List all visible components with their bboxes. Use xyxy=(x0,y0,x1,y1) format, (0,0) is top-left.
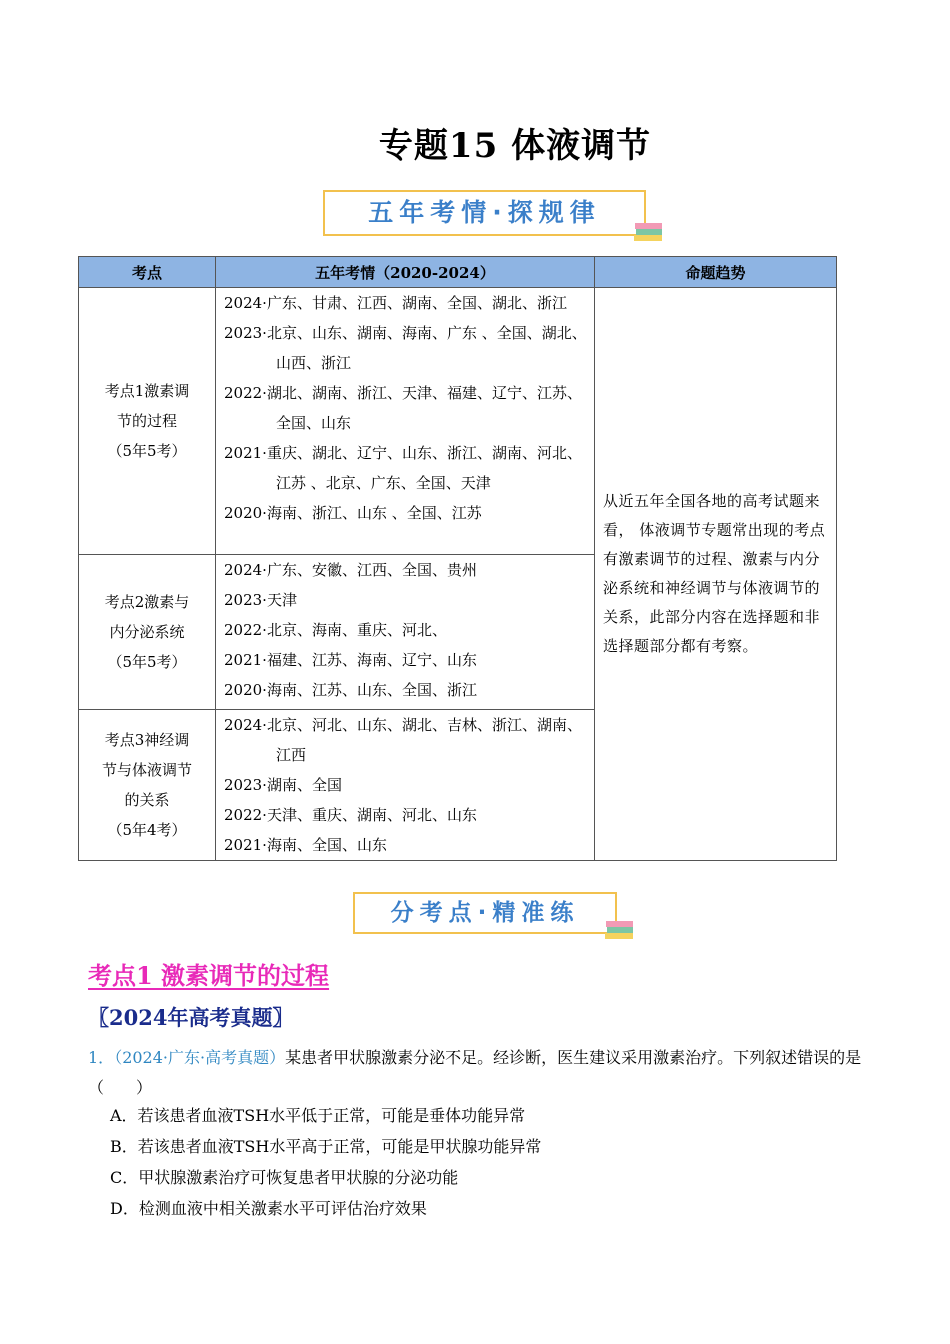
exam-point-cell: 考点1激素调 节的过程 （5年5考） xyxy=(79,288,216,555)
five-year-banner xyxy=(323,190,646,236)
exam-point-cell: 考点2激素与 内分泌系统 （5年5考） xyxy=(79,555,216,710)
header-years: 五年考情（2020-2024） xyxy=(216,257,595,288)
practice-banner xyxy=(353,892,617,934)
option-a[interactable]: A．若该患者血液TSH水平低于正常，可能是垂体功能异常 xyxy=(110,1106,526,1125)
question-source: （2024·广东·高考真题） xyxy=(114,1048,286,1067)
year-subheading: 〖2024年高考真题〗 xyxy=(88,1005,294,1030)
books-icon xyxy=(632,218,666,244)
exam-point-cell: 考点3神经调 节与体液调节 的关系 （5年4考） xyxy=(79,710,216,861)
answer-options xyxy=(110,1100,541,1224)
trend-cell: 从近五年全国各地的高考试题来看， 体液调节专题常出现的考点有激素调节的过程、激素与内分泌系统和神经调节与体液调节的关系，此部分内容在选择题和非选择题部分都有考察。 xyxy=(595,288,837,861)
section-heading: 考点1 激素调节的过程 xyxy=(88,961,330,990)
exam-years-cell: 2024·北京、河北、山东、湖北、吉林、浙江、湖南、江西 2023·湖南、全国 2022·天津、重庆、湖南、河北、山东 2021·海南、全国、山东 xyxy=(216,710,595,861)
question-number: 1． xyxy=(88,1048,115,1067)
option-c[interactable]: C．甲状腺激素治疗可恢复患者甲状腺的分泌功能 xyxy=(110,1168,459,1187)
option-d[interactable]: D．检测血液中相关激素水平可评估治疗效果 xyxy=(110,1199,427,1218)
option-b[interactable]: B．若该患者血液TSH水平高于正常，可能是甲状腺功能异常 xyxy=(110,1137,542,1156)
header-trend: 命题趋势 xyxy=(595,257,837,288)
exam-trend-table xyxy=(78,256,837,861)
question-text: 某患者甲状腺激素分泌不足。经诊断，医生建议采用激素治疗。下列叙述错误的是（ ） xyxy=(88,1048,862,1097)
exam-years-cell: 2024·广东、甘肃、江西、湖南、全国、湖北、浙江 2023·北京、山东、湖南、海南、广东 、全国、湖北、山西、浙江 2022·湖北、湖南、浙江、天津、福建、辽宁、江苏、全国、山东 2021·重庆、湖北、辽宁、山东、浙江、湖南、河北、江苏 、北京、广东、全国、天津 2020·海南、浙江、山东 、全国、江苏 xyxy=(216,288,595,555)
exam-years-cell: 2024·广东、安徽、江西、全国、贵州 2023·天津 2022·北京、海南、重庆、河北、 2021·福建、江苏、海南、辽宁、山东 2020·海南、江苏、山东、全国、浙江 xyxy=(216,555,595,710)
table-row xyxy=(79,288,837,555)
header-point: 考点 xyxy=(79,257,216,288)
page-title: 专题15 体液调节 xyxy=(378,126,652,166)
banner-label: 分考点·精准练 xyxy=(390,900,580,926)
table-header-row xyxy=(79,257,837,288)
question-stem xyxy=(88,1043,868,1103)
books-icon xyxy=(603,916,637,942)
banner-label: 五年考情·探规律 xyxy=(368,198,601,227)
